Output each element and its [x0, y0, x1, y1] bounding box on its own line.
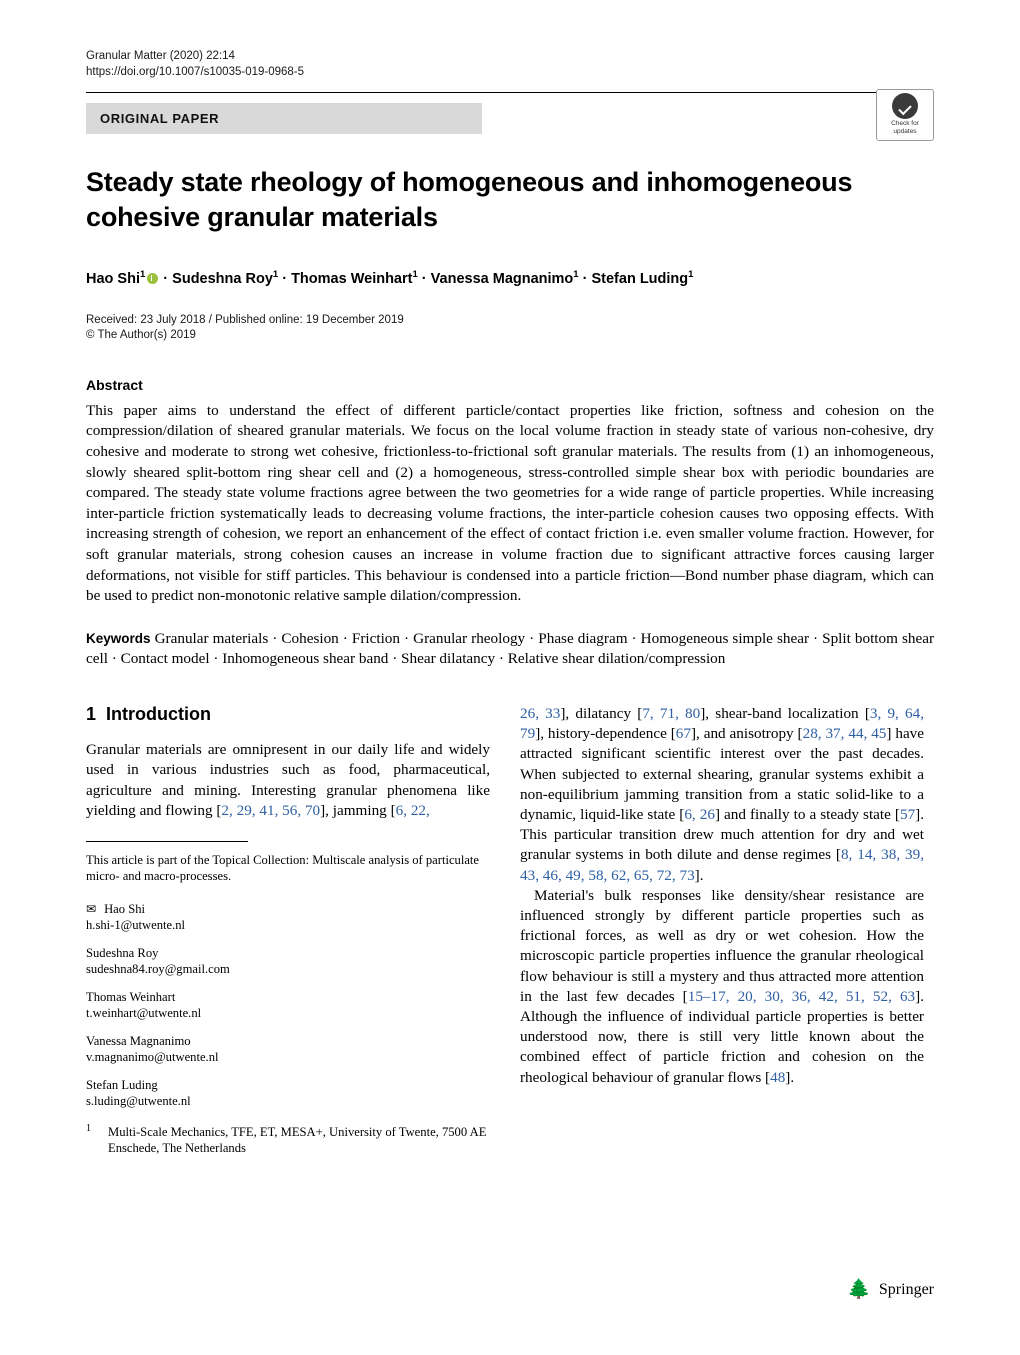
author-name-1[interactable]: Hao Shi: [86, 270, 140, 287]
citation-ref[interactable]: 8, 14, 38, 39, 43, 46, 49, 58, 62,: [520, 846, 924, 884]
keywords-block: [86, 629, 934, 670]
intro-text-l: ]. Although the influence of individual particle properties is better understood now, there is still very little known about the combined effect of particle friction and cohesion on the rheological behaviour of granular flows [: [520, 987, 924, 1086]
contact-block: [86, 901, 490, 1110]
abstract-heading: Abstract: [86, 376, 143, 393]
header-divider: [86, 92, 934, 93]
copyright-line: © The Author(s) 2019: [86, 328, 196, 341]
citation-ref[interactable]: 6, 22,: [395, 801, 430, 819]
publisher-name: Springer: [878, 1280, 934, 1298]
contact-entry: [86, 901, 490, 934]
citation-ref[interactable]: 3, 9,: [869, 704, 899, 722]
intro-text-d: ], shear-band localization [: [700, 704, 870, 722]
section-title: Introduction: [106, 703, 211, 724]
author-sep-3: ·: [417, 270, 431, 287]
citation-ref[interactable]: 15–17, 20, 30, 36,: [687, 987, 811, 1005]
publication-dates: [86, 313, 934, 343]
author-affil-marker-3: 1: [412, 269, 418, 280]
check-icon: [892, 93, 918, 119]
section-heading: [86, 704, 490, 724]
affiliation-text: Multi-Scale Mechanics, TFE, ET, MESA+, University of Twente, 7500 AE Enschede, The Netherlands: [108, 1124, 487, 1156]
author-sep-1: ·: [159, 270, 173, 287]
contact-email[interactable]: v.magnanimo@utwente.nl: [86, 1050, 219, 1065]
page-title: Steady state rheology of homogeneous and inhomogeneous cohesive granular materials: [86, 167, 853, 232]
contact-entry: [86, 1033, 490, 1066]
citation-ref[interactable]: 6, 26: [684, 805, 715, 823]
received-published-line: Received: 23 July 2018 / Published online: 19 December 2019: [86, 313, 404, 326]
intro-text-i: ]. This particular transition drew much attention for dry and wet granular systems in both dilute and dense regimes [: [520, 805, 925, 864]
affiliation-number: 1: [86, 1122, 91, 1134]
paper-type-badge: ORIGINAL PAPER: [86, 103, 482, 134]
crossmark-badge[interactable]: [876, 89, 934, 141]
crossmark-line2: updates: [893, 127, 917, 135]
publisher-logo: [847, 1280, 934, 1299]
intro-text-a: Granular materials are omnipresent in our daily life and widely used in various industries such as food, pharmaceutical, agriculture and mining. Interesting granular phenomena like yielding and flowing [: [86, 741, 490, 819]
citation-ref[interactable]: 65, 72, 73: [633, 866, 695, 884]
author-name-3[interactable]: Thomas Weinhart: [291, 270, 413, 287]
contact-entry: [86, 989, 490, 1022]
intro-text-h: ] and finally to a steady state [: [714, 805, 900, 823]
citation-ref[interactable]: 48: [770, 1068, 786, 1086]
envelope-icon: ✉: [86, 901, 97, 916]
body-columns: [86, 704, 934, 1157]
intro-text-g: ] have attracted significant scientific interest over the past decades. When subjected to external shearing, granular systems exhibit a non-equilibrium jamming transition from a static solid-like to a dynamic, liquid-like state [: [520, 725, 925, 823]
citation-ref[interactable]: 28, 37,: [802, 725, 845, 743]
contact-name: Thomas Weinhart: [86, 989, 176, 1004]
journal-doi[interactable]: https://doi.org/10.1007/s10035-019-0968-5: [86, 66, 305, 78]
intro-paragraph-right: [520, 704, 924, 886]
footnote-divider: [86, 841, 248, 842]
intro-text-j: ].: [694, 866, 704, 884]
contact-name: Vanessa Magnanimo: [86, 1033, 191, 1048]
journal-citation: Granular Matter (2020) 22:14: [86, 50, 235, 62]
contact-email[interactable]: h.shi-1@utwente.nl: [86, 918, 186, 933]
keywords-label: Keywords: [86, 630, 151, 646]
author-affil-marker-2: 1: [272, 269, 279, 280]
citation-ref[interactable]: 26, 33: [520, 704, 561, 722]
intro-text-e: ], history-dependence [: [535, 725, 676, 743]
author-list: [86, 269, 934, 287]
left-column: [86, 704, 490, 1157]
citation-ref[interactable]: 67: [675, 725, 691, 743]
author-name-4[interactable]: Vanessa Magnanimo: [430, 270, 574, 287]
right-column: [520, 704, 924, 1157]
orcid-icon[interactable]: [147, 273, 158, 284]
contact-email[interactable]: sudeshna84.roy@gmail.com: [86, 962, 230, 977]
contact-entry: [86, 1077, 490, 1110]
citation-ref[interactable]: 42, 51, 52, 63: [818, 987, 916, 1005]
author-affil-marker-1: 1: [139, 269, 146, 280]
contact-email[interactable]: t.weinhart@utwente.nl: [86, 1006, 202, 1021]
author-name-2[interactable]: Sudeshna Roy: [172, 270, 273, 287]
topical-collection-note: This article is part of the Topical Collection: Multiscale analysis of particulate micro- and macro-processes.: [86, 852, 480, 884]
citation-ref[interactable]: 7, 71, 80: [642, 704, 701, 722]
author-sep-2: ·: [278, 270, 292, 287]
affiliation-entry: [86, 1124, 490, 1157]
contact-name: Hao Shi: [104, 901, 145, 916]
intro-text-b: ], jamming [: [320, 801, 396, 819]
contact-name: Sudeshna Roy: [86, 945, 159, 960]
contact-email[interactable]: s.luding@utwente.nl: [86, 1094, 191, 1109]
crossmark-line1: Check for: [891, 120, 919, 127]
intro-text-c: ], dilatancy [: [560, 704, 643, 722]
author-sep-4: ·: [578, 270, 592, 287]
author-affil-marker-4: 1: [573, 269, 579, 280]
abstract-text: This paper aims to understand the effect of different particle/contact properties like friction, softness and cohesion on the compression/dilation of sheared granular materials. We focus on the local volume fraction in steady state of various non-cohesive, dry cohesive and moderate to strong wet cohesive, frictionless-to-frictional soft granular materials. The results from (1) an inhomogeneous, slowly sheared split-bottom ring shear cell and (2) a homogeneous, stress-controlled simple shear box with periodic boundaries are compared. The steady state volume fractions agree between the two geometries for a wide range of particle properties. While increasing inter-particle friction systematically leads to decreasing volume fractions, the inter-particle cohesion causes two opposing effects. With increasing strength of cohesion, we report an enhancement of the effect of contact friction i.e. even smaller volume fraction. However, for soft granular materials, strong cohesion causes an increase in volume fraction due to significant attractive forces causing larger deformations, not visible for stiff particles. This behaviour is condensed into a particle friction—Bond number phase diagram, which can be used to predict non-monotonic relative sample dilation/compression.: [86, 401, 934, 605]
citation-ref[interactable]: 64, 79: [520, 704, 925, 743]
journal-header: [86, 48, 934, 80]
intro-text-f: ], and anisotropy [: [690, 725, 803, 743]
author-name-5[interactable]: Stefan Luding: [591, 270, 689, 287]
citation-ref[interactable]: 2, 29, 41, 56, 70: [221, 801, 321, 819]
intro-paragraph-left: [86, 740, 490, 821]
citation-ref[interactable]: 57: [899, 805, 916, 823]
springer-tree-icon: 🌲: [847, 1278, 871, 1300]
contact-entry: [86, 945, 490, 978]
section-number: 1: [86, 703, 97, 724]
paper-type-row: [86, 103, 934, 139]
citation-ref[interactable]: 44, 45: [848, 725, 887, 743]
intro-text-k: Material's bulk responses like density/shear resistance are influenced strongly by different particle properties such as frictional forces, as well as dry or wet cohesion. How the microscopic particle properties influence the granular rheological flow behaviour is still a mystery and thus attracted more attention in the last few decades [: [520, 886, 924, 1005]
contact-name: Stefan Luding: [86, 1077, 158, 1092]
intro-paragraph-right-2: [520, 886, 924, 1088]
intro-text-m: ].: [785, 1068, 795, 1086]
keywords-text: Granular materials · Cohesion · Friction · Granular rheology · Phase diagram · Homogeneous simple shear · Split bottom shear cell · Contact model · Inhomogeneous shear band · Shear dilatancy · Relative shear dilation/compression: [86, 629, 935, 668]
author-affil-marker-5: 1: [688, 269, 694, 280]
